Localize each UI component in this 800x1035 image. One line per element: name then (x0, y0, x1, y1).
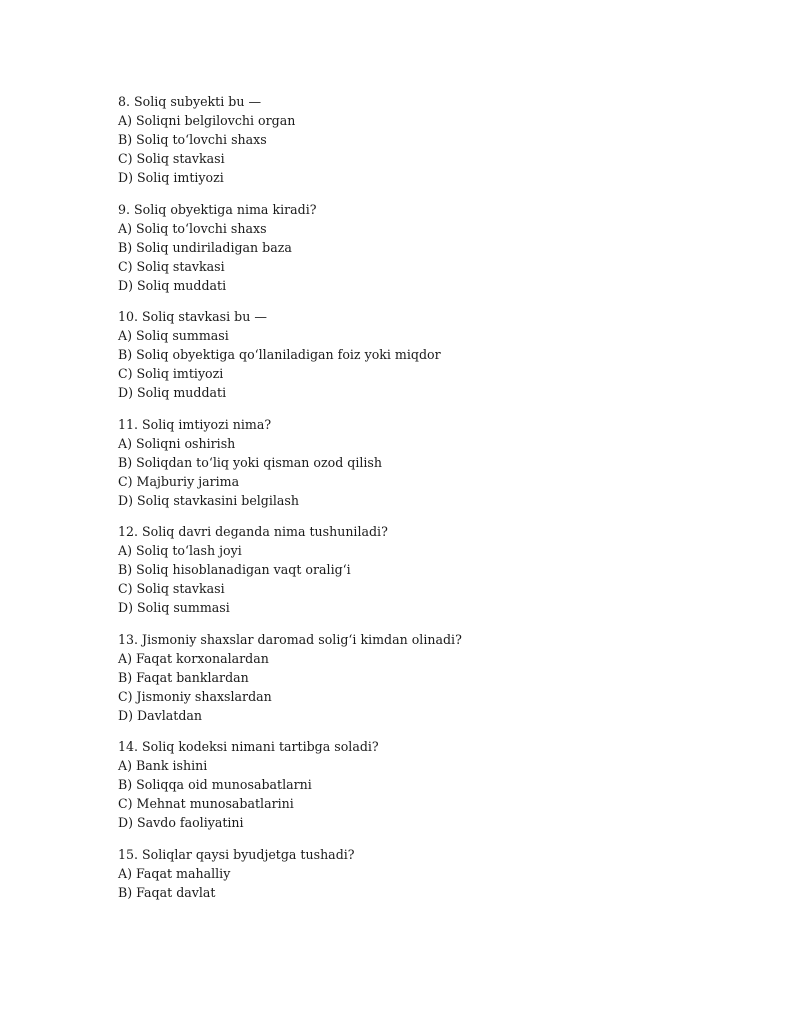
answer-option-c: C) Soliq stavkasi (118, 581, 225, 596)
answer-option-b: B) Soliq undiriladigan baza (118, 239, 292, 255)
answer-option-c: C) Soliq stavkasi (118, 151, 225, 166)
answer-option-c: C) Soliq imtiyozi (118, 366, 224, 381)
question-9 (118, 200, 758, 295)
answer-option-c: C) Soliq stavkasi (118, 258, 225, 274)
question-stem: 12. Soliq davri deganda nima tushuniladi? (118, 524, 388, 539)
answer-option-d: D) Davlatdan (118, 707, 203, 723)
answer-option-c: C) Majburiy jarima (118, 473, 240, 489)
question-14 (118, 737, 758, 832)
answer-option-b: B) Soliqdan to‘liq yoki qisman ozod qilish (118, 454, 383, 470)
document-page (118, 92, 758, 914)
answer-option-a: A) Soliqni oshirish (118, 435, 236, 451)
answer-option-a: A) Soliqni belgilovchi organ (118, 113, 296, 128)
answer-option-d: D) Soliq muddati (118, 385, 227, 400)
answer-option-a: A) Faqat korxonalardan (118, 650, 269, 666)
question-10 (118, 307, 758, 402)
question-stem: 10. Soliq stavkasi bu — (118, 309, 267, 324)
answer-option-a: A) Soliq to‘lash joyi (118, 543, 242, 558)
question-stem: 13. Jismoniy shaxslar daromad solig‘i kimdan olinadi? (118, 631, 462, 647)
answer-option-a: A) Soliq summasi (118, 328, 229, 343)
answer-option-b: B) Soliq hisoblanadigan vaqt oralig‘i (118, 562, 351, 577)
question-stem: 15. Soliqlar qaysi byudjetga tushadi? (118, 846, 355, 862)
question-stem: 11. Soliq imtiyozi nima? (118, 416, 272, 432)
answer-option-d: D) Soliq imtiyozi (118, 170, 224, 185)
question-15 (118, 845, 758, 902)
question-stem: 8. Soliq subyekti bu — (118, 94, 262, 109)
answer-option-c: C) Jismoniy shaxslardan (118, 688, 272, 704)
answer-option-a: A) Soliq to‘lovchi shaxs (118, 220, 267, 236)
question-12 (118, 522, 758, 617)
answer-option-b: B) Soliqqa oid munosabatlarni (118, 777, 312, 792)
answer-option-c: C) Mehnat munosabatlarini (118, 796, 294, 811)
question-8 (118, 92, 758, 187)
answer-option-d: D) Soliq summasi (118, 600, 230, 615)
answer-option-b: B) Soliq to‘lovchi shaxs (118, 132, 267, 147)
answer-option-b: B) Soliq obyektiga qo‘llaniladigan foiz yoki miqdor (118, 347, 441, 362)
question-11 (118, 415, 758, 510)
question-stem: 9. Soliq obyektiga nima kiradi? (118, 201, 317, 217)
question-13 (118, 630, 758, 725)
answer-option-a: A) Bank ishini (118, 758, 208, 773)
answer-option-d: D) Soliq stavkasini belgilash (118, 492, 300, 508)
answer-option-b: B) Faqat banklardan (118, 669, 249, 685)
question-stem: 14. Soliq kodeksi nimani tartibga soladi? (118, 739, 379, 754)
answer-option-d: D) Savdo faoliyatini (118, 815, 244, 830)
answer-option-a: A) Faqat mahalliy (118, 865, 231, 881)
answer-option-b: B) Faqat davlat (118, 884, 216, 900)
answer-option-d: D) Soliq muddati (118, 277, 227, 293)
